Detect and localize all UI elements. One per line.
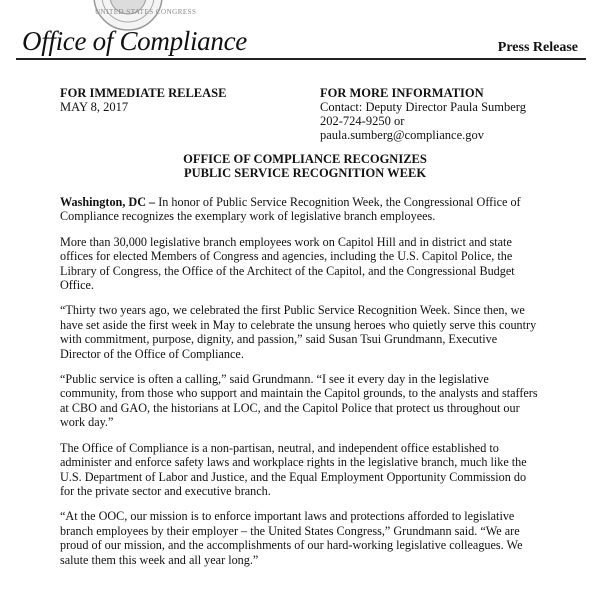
dateline: Washington, DC –	[60, 195, 156, 209]
release-info	[60, 86, 226, 114]
paragraph-4: “Public service is often a calling,” said Grundmann. “I see it every day in the legislative community, from those who support and maintain the Capitol grounds, to the analysts and staffers at CBO and GAO, the historians at LOC, and the Capitol Police that protect us throughout our work day.”	[60, 372, 538, 430]
paragraph-5: The Office of Compliance is a non-partisan, neutral, and independent office established to administer and enforce safety laws and workplace rights in the legislative branch, much like the U.S. Department of Labor and Justice, and the Equal Employment Opportunity Commission do for the private sector and executive branch.	[60, 440, 527, 498]
headline-line-2: PUBLIC SERVICE RECOGNITION WEEK	[183, 166, 427, 180]
contact-email: paula.sumberg@compliance.gov	[320, 128, 485, 142]
seal-text: UNITED STATES CONGRESS	[95, 8, 197, 16]
contact-name: Contact: Deputy Director Paula Sumberg	[320, 100, 526, 114]
paragraph-3: “Thirty two years ago, we celebrated the first Public Service Recognition Week. Since then, we have set aside the first week in May to celebrate the unsung heroes who quietly serve this country with commitment, purpose, dignity, and passion,” said Susan Tsui Grundmann, Executive Director of the Office of Compliance.	[60, 303, 537, 361]
paragraph-2: More than 30,000 legislative branch employees work on Capitol Hill and in district and state offices for elected Members of Congress and agencies, including the U.S. Capitol Police, the Library of Congress, the Office of the Architect of the Capitol, and the Congressional Budget Office.	[60, 234, 515, 293]
contact-phone: 202-724-9250 or	[320, 114, 405, 128]
org-logo-title: Office of Compliance	[22, 26, 247, 56]
contact-heading: FOR MORE INFORMATION	[320, 86, 484, 100]
press-release-label: Press Release	[497, 40, 578, 55]
release-body	[60, 195, 538, 578]
contact-info	[320, 86, 526, 142]
paragraph-1	[60, 195, 538, 224]
release-date: MAY 8, 2017	[60, 100, 129, 114]
paragraph-1-text: In honor of Public Service Recognition Week, the Congressional Office of Compliance recognizes the exemplary work of legislative branch employees.	[60, 195, 521, 224]
paragraph-6: “At the OOC, our mission is to enforce important laws and protections afforded to legislative branch employees by their employer – the United States Congress,” Grundmann said. “We are proud of our mission, and the accomplishments of our hard-working legislative colleagues. We salute them this week and all year long.”	[60, 509, 523, 567]
header-divider	[16, 58, 586, 60]
release-heading: FOR IMMEDIATE RELEASE	[60, 86, 227, 100]
headline	[60, 152, 550, 180]
headline-line-1: OFFICE OF COMPLIANCE RECOGNIZES	[183, 152, 427, 166]
